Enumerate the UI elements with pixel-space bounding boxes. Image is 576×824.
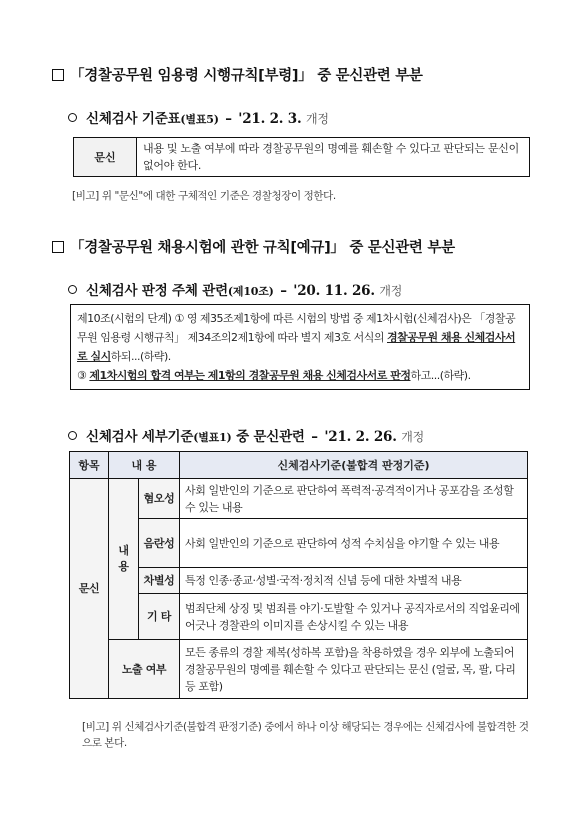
- article10-paragraph3: ③ 제1차시험의 합격 여부는 제1항의 경찰공무원 채용 신체검사서로 판정하고...(하략).: [77, 369, 471, 382]
- section2-subheading2: 신체검사 세부기준(별표1) 중 문신관련 – '21. 2. 26. 개정: [68, 425, 424, 445]
- table-row: [70, 568, 528, 594]
- checkbox-square-icon: [52, 69, 64, 81]
- table-row: [70, 519, 528, 568]
- article10-paragraph1: 제10조(시험의 단계) ① 영 제35조제1항에 따른 시험의 방법 중 제1차시험(신체검사)은 「경찰공무원 임용령 시행규칙」 제34조의2제1항에 따라 별지 제3호 서식의 경찰공무원 채용 신체검사서로 실시하되...(하략).: [77, 312, 516, 363]
- detailed-criteria-table: [69, 451, 528, 699]
- checkbox-square-icon: [52, 241, 64, 253]
- item-tattoo: 문신: [70, 479, 109, 699]
- row-label: 음란성: [139, 519, 180, 568]
- circle-bullet-icon: [68, 113, 77, 122]
- row-label: 기 타: [139, 594, 180, 640]
- tattoo-standard-text: 내용 및 노출 여부에 따라 경찰공무원의 명예를 훼손할 수 있다고 판단되는 문신이 없어야 한다.: [137, 138, 530, 177]
- section1-heading: 「경찰공무원 임용령 시행규칙[부령]」 중 문신관련 부분: [52, 64, 423, 85]
- row-text: 사회 일반인의 기준으로 판단하여 폭력적·공격적이거나 공포감을 조성할 수 있는 내용: [180, 479, 528, 519]
- table-row: [70, 479, 528, 519]
- header-content: 내 용: [109, 452, 180, 479]
- circle-bullet-icon: [68, 431, 77, 440]
- header-criteria: 신체검사기준(불합격 판정기준): [180, 452, 528, 479]
- row-label: 노출 여부: [109, 640, 180, 699]
- circle-bullet-icon: [68, 285, 77, 294]
- section1-subheading: 신체검사 기준표(별표5) – '21. 2. 3. 개정: [68, 107, 329, 127]
- header-item: 항목: [70, 452, 109, 479]
- section2-note: [비고] 위 신체검사기준(불합격 판정기준) 중에서 하나 이상 해당되는 경우에는 신체검사에 불합격한 것으로 본다.: [82, 721, 529, 749]
- row-text: 특정 인종·종교·성별·국적·정치적 신념 등에 대한 차별적 내용: [180, 568, 528, 594]
- row-text: 사회 일반인의 기준으로 판단하여 성적 수치심을 야기할 수 있는 내용: [180, 519, 528, 568]
- tattoo-standard-table: [73, 137, 530, 177]
- row-label: 차별성: [139, 568, 180, 594]
- article10-box: [70, 304, 530, 390]
- content-group: 내용: [109, 479, 139, 640]
- section2-subheading: 신체검사 판정 주체 관련(제10조) – '20. 11. 26. 개정: [68, 279, 402, 299]
- row-text: 모든 종류의 경찰 제복(성하복 포함)을 착용하였을 경우 외부에 노출되어 경찰공무원의 명예를 훼손할 수 있다고 판단되는 문신 (얼굴, 목, 팔, 다리 등 포함): [180, 640, 528, 699]
- table-header-row: [70, 452, 528, 479]
- tattoo-label: 문신: [74, 138, 137, 177]
- table-row: [70, 594, 528, 640]
- row-text: 범죄단체 상징 및 범죄를 야기·도발할 수 있거나 공직자로서의 직업윤리에 어긋나 경찰관의 이미지를 손상시킬 수 있는 내용: [180, 594, 528, 640]
- row-label: 혐오성: [139, 479, 180, 519]
- section1-note: [비고] 위 "문신"에 대한 구체적인 기준은 경찰청장이 정한다.: [72, 190, 336, 202]
- table-row: [70, 640, 528, 699]
- section2-heading: 「경찰공무원 채용시험에 관한 규칙[예규]」 중 문신관련 부분: [52, 236, 455, 257]
